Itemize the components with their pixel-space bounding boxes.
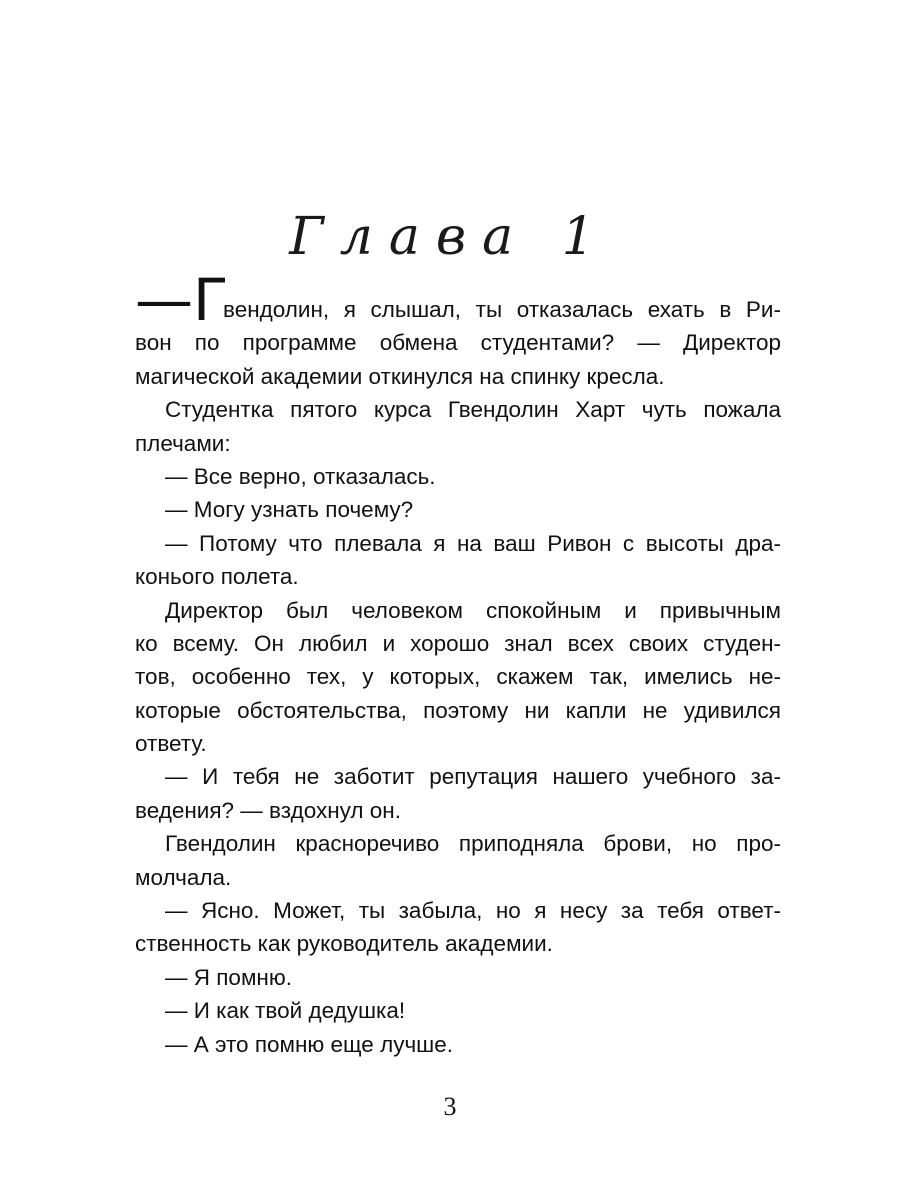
text-line: ведения? — вздохнул он. [135,797,401,823]
text-line: — Я помню. [165,964,292,990]
text-line: — Ясно. Может, ты забыла, но я несу за тебя ответ- [165,898,781,924]
text-line: плечами: [135,430,231,456]
text-line: ственность как руководитель академии. [135,931,553,957]
body-text [135,266,781,1061]
drop-cap: —Г [135,266,229,334]
text-line: Гвендолин красноречиво приподняла брови, но про- [165,831,781,857]
text-line: вон по программе обмена студентами? — Директор [135,330,781,356]
chapter-title: Глава 1 [289,206,611,267]
text-line: Студентка пятого курса Гвендолин Харт чуть пожала [165,397,781,423]
page-number: 3 [443,1092,457,1121]
text-line: молчала. [135,864,232,890]
text-line: — И как твой дедушка! [165,998,406,1024]
text-line: ко всему. Он любил и хорошо знал всех своих студен- [135,630,781,656]
text-line: магической академии откинулся на спинку кресла. [135,363,665,389]
text-line: —Г вендолин, я слышал, ты отказалась ехать в Ри- [135,266,781,334]
text-line: Директор был человеком спокойным и привычным [165,597,781,623]
text-line: — И тебя не заботит репутация нашего учебного за- [165,764,781,790]
text-line: — Все верно, отказалась. [165,463,436,489]
text-line: конього полета. [135,564,299,590]
text-line: тов, особенно тех, у которых, скажем так, имелись не- [135,664,781,690]
text-line: — Могу узнать почему? [165,497,414,523]
text-line: — Потому что плевала я на ваш Ривон с высоты дра- [165,530,781,556]
text-line: ответу. [135,731,207,757]
text-line: — А это помню еще лучше. [165,1031,453,1057]
text-line: которые обстоятельства, поэтому ни капли не удивился [135,697,781,723]
